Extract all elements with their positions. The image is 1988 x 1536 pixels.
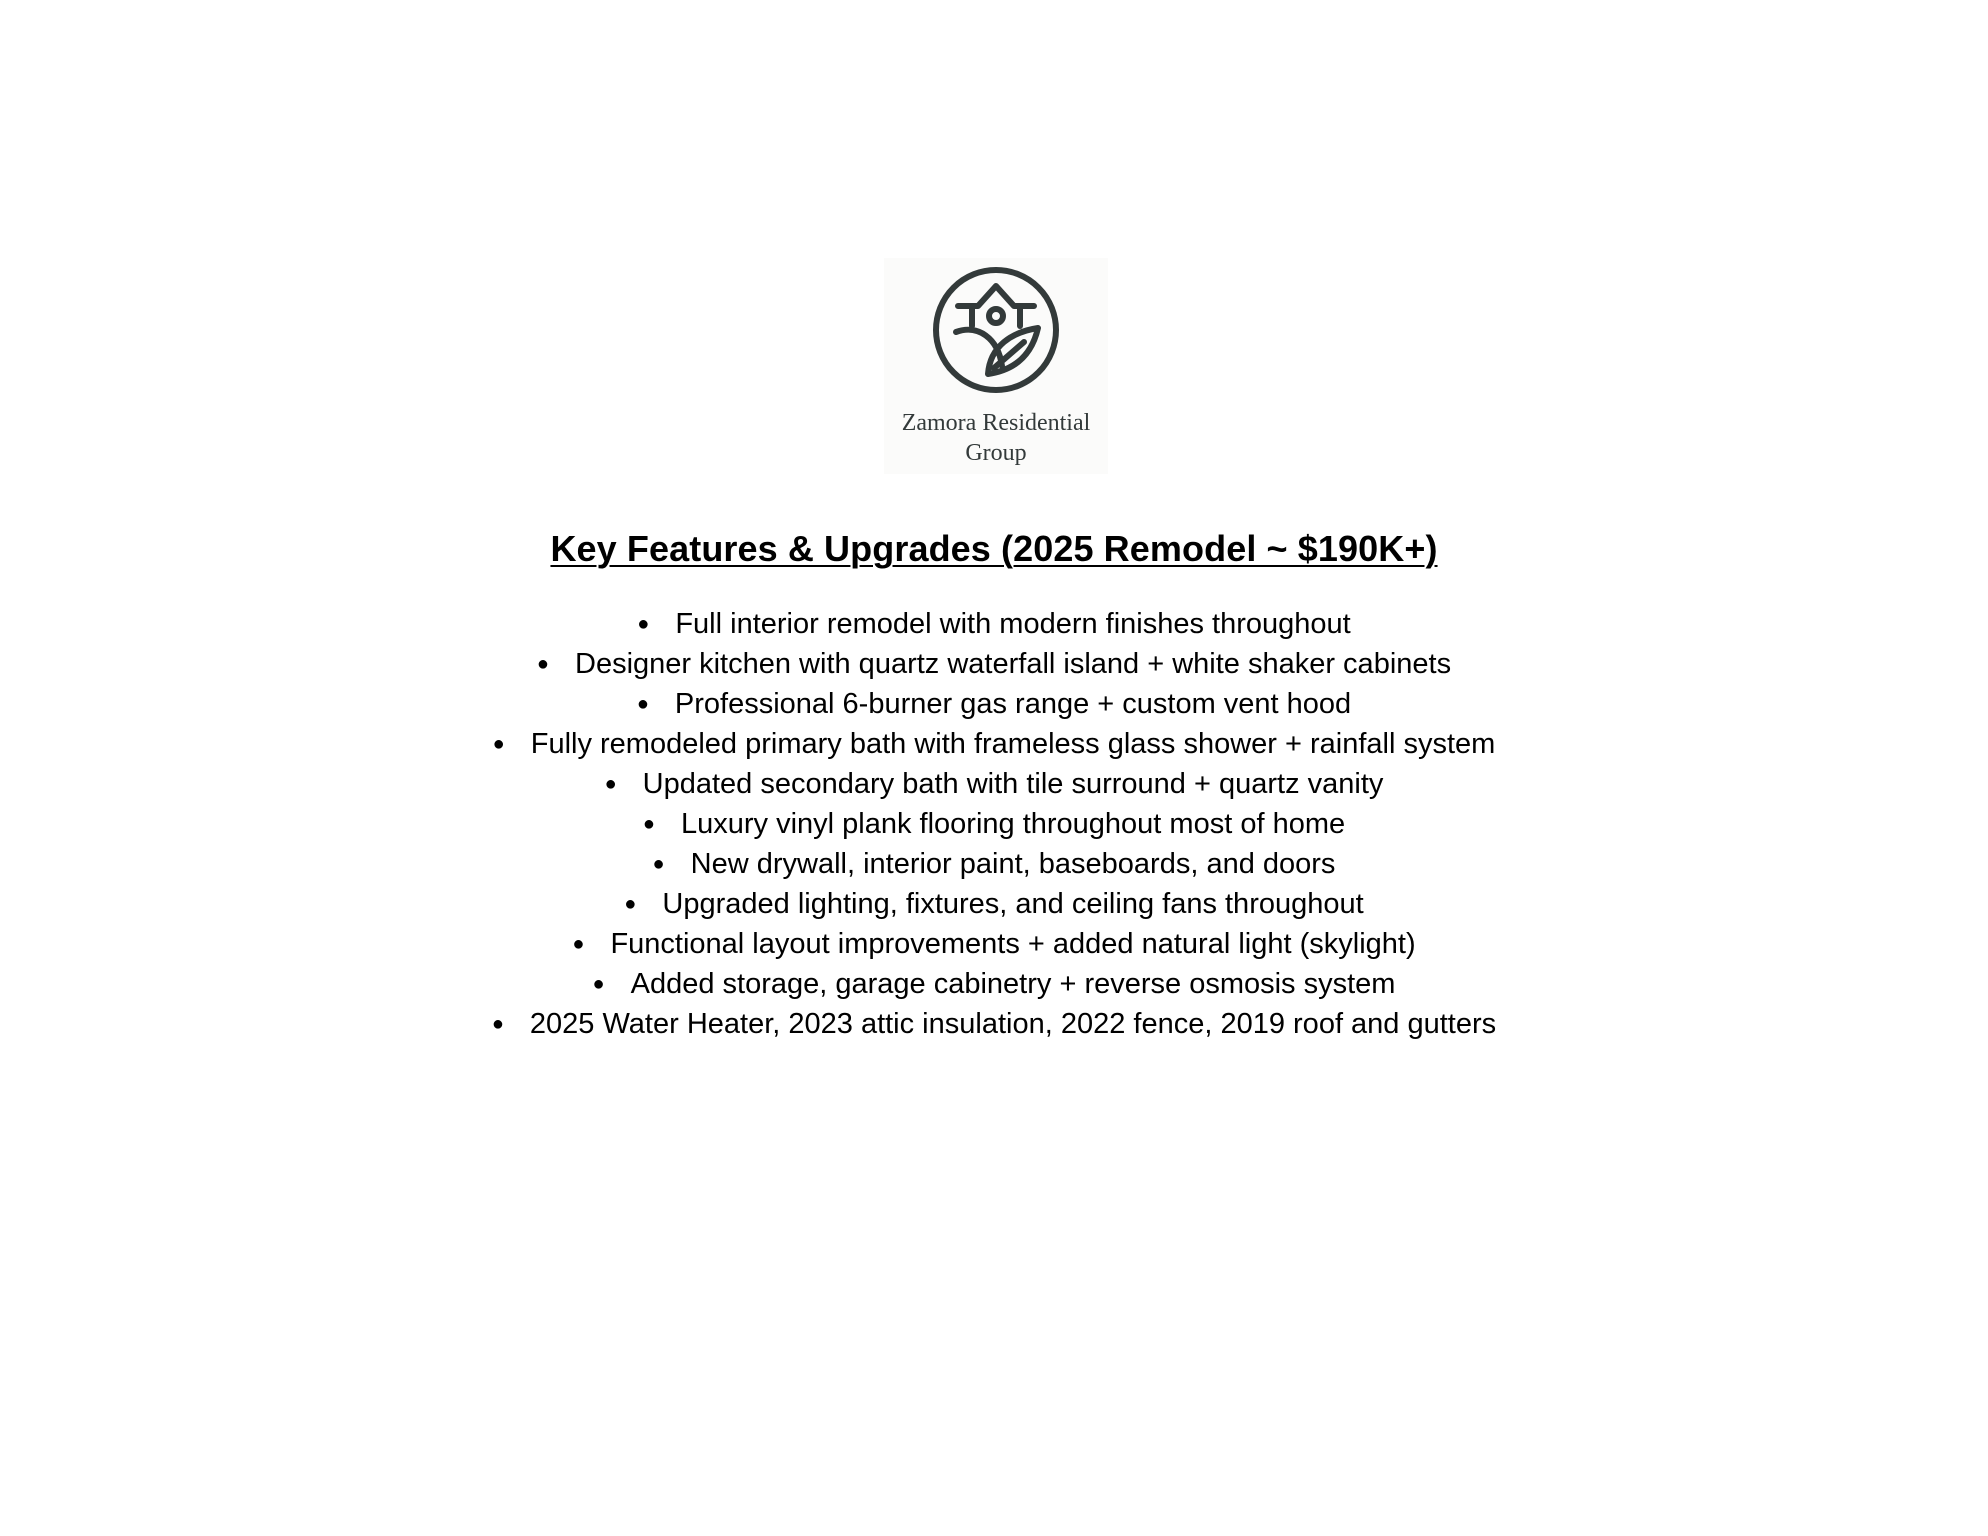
page-title: Key Features & Upgrades (2025 Remodel ~ $190K+) [550,528,1438,569]
feature-list [0,604,1988,1044]
company-name [884,408,1108,468]
bullet-icon: ● [636,693,649,715]
feature-text: Fully remodeled primary bath with frameless glass shower + rainfall system [530,728,1496,760]
company-logo [884,258,1108,474]
bullet-icon: ● [642,813,655,835]
house-leaf-circle-logo-icon [928,262,1064,398]
bullet-icon: ● [624,893,637,915]
bullet-icon: ● [536,653,549,675]
feature-text: Added storage, garage cabinetry + reverse osmosis system [630,968,1396,1000]
bullet-icon: ● [572,933,585,955]
feature-text: Designer kitchen with quartz waterfall island + white shaker cabinets [575,648,1452,680]
feature-list-item [0,804,1988,844]
feature-list-item [0,684,1988,724]
feature-text: 2025 Water Heater, 2023 attic insulation, 2022 fence, 2019 roof and gutters [529,1008,1497,1040]
feature-list-item [0,884,1988,924]
feature-text: Functional layout improvements + added natural light (skylight) [610,928,1416,960]
bullet-icon: ● [637,613,650,635]
feature-list-item [0,844,1988,884]
feature-text: Luxury vinyl plank flooring throughout most of home [680,808,1346,840]
feature-text: Professional 6-burner gas range + custom vent hood [674,688,1352,720]
feature-list-item [0,964,1988,1004]
bullet-icon: ● [592,973,605,995]
company-name-line-1: Zamora Residential [901,410,1091,436]
feature-list-item [0,1004,1988,1044]
bullet-icon: ● [492,733,505,755]
feature-list-item [0,764,1988,804]
feature-text: Upgraded lighting, fixtures, and ceiling fans throughout [662,888,1364,920]
feature-text: Updated secondary bath with tile surround + quartz vanity [642,768,1384,800]
feature-text: Full interior remodel with modern finishes throughout [675,608,1351,640]
feature-text: New drywall, interior paint, baseboards, and doors [690,848,1336,880]
bullet-icon: ● [491,1013,504,1035]
feature-list-item [0,644,1988,684]
bullet-icon: ● [652,853,665,875]
feature-list-item [0,724,1988,764]
company-name-line-2: Group [965,440,1027,466]
bullet-icon: ● [604,773,617,795]
feature-list-item [0,924,1988,964]
feature-list-item [0,604,1988,644]
